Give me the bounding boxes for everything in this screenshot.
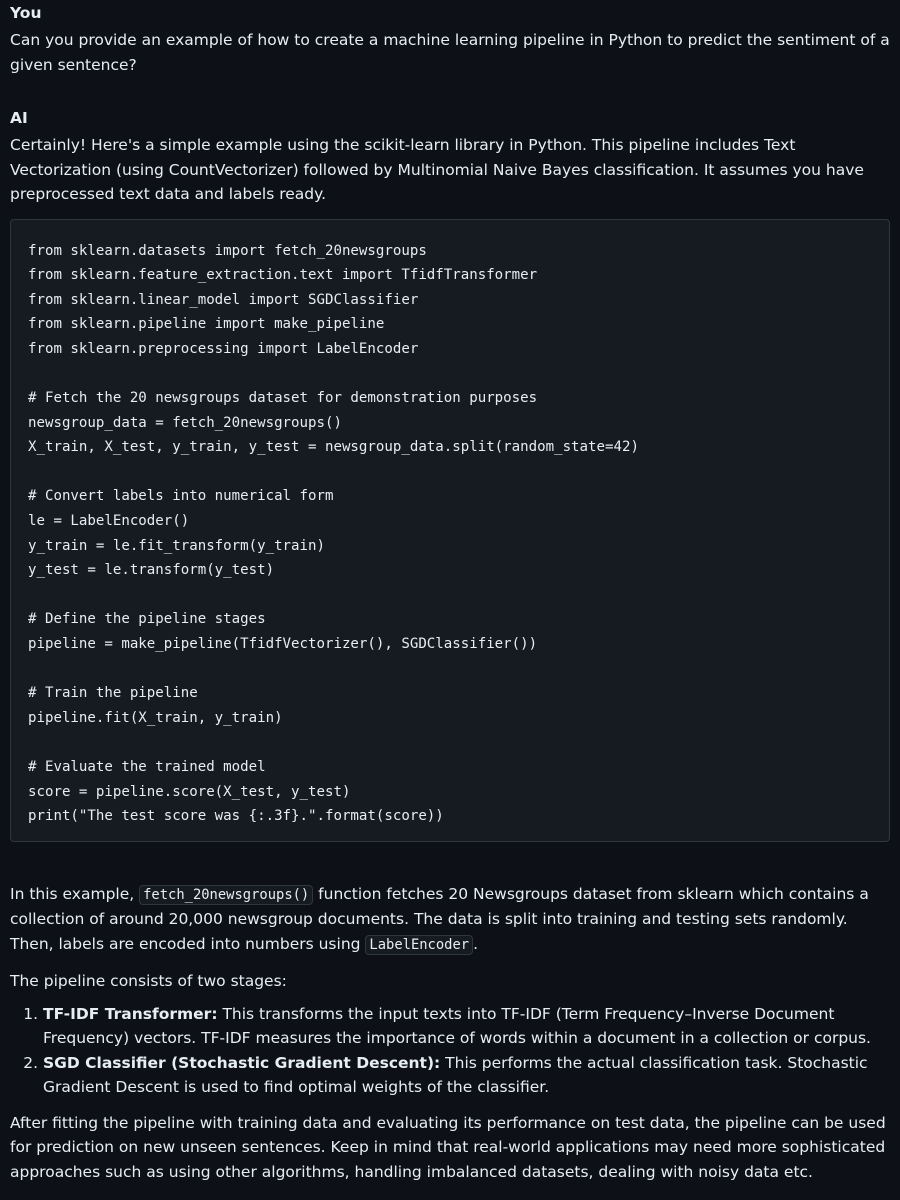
- assistant-explanation[interactable]: [10, 882, 890, 958]
- code-line: newsgroup_data = fetch_20newsgroups(): [28, 414, 342, 431]
- code-line: # Convert labels into numerical form: [28, 488, 334, 505]
- code-line: print("The test score was {:.3f}.".format(score)): [28, 808, 444, 825]
- code-line: # Evaluate the trained model: [28, 758, 266, 775]
- code-line: # Fetch the 20 newsgroups dataset for demonstration purposes: [28, 390, 538, 407]
- code-line: from sklearn.preprocessing import LabelEncoder: [28, 340, 419, 357]
- code-line: y_train = le.fit_transform(y_train): [28, 537, 325, 554]
- user-message[interactable]: Can you provide an example of how to create a machine learning pipeline in Python to predict the sentiment of a given sentence?: [10, 31, 890, 74]
- list-item[interactable]: [43, 1002, 890, 1051]
- stage-text: This transforms the input texts into TF-IDF (Term Frequency–Inverse Document Frequency) vectors. TF-IDF measures the importance of words within a document in a collection or corpus.: [43, 1004, 871, 1048]
- explanation-middle: function fetches 20 Newsgroups dataset from sklearn which contains a collection of around 20,000 newsgroup documents. The data is split into training and testing sets randomly. Then, labels are encoded into numbers using: [10, 884, 869, 953]
- code-line: # Train the pipeline: [28, 685, 198, 702]
- code-line: le = LabelEncoder(): [28, 513, 190, 530]
- code-line: from sklearn.pipeline import make_pipeline: [28, 316, 385, 333]
- explanation-prefix: In this example,: [10, 884, 140, 903]
- explanation-suffix: .: [473, 934, 479, 953]
- list-item[interactable]: [43, 1051, 890, 1100]
- stage-text: This performs the actual classification task. Stochastic Gradient Descent is used to find optimal weights of the classifier.: [43, 1053, 868, 1097]
- code-line: [28, 361, 872, 386]
- inline-code-labelencoder: LabelEncoder: [365, 935, 473, 955]
- code-line: # Define the pipeline stages: [28, 611, 266, 628]
- stage-title: SGD Classifier (Stochastic Gradient Descent):: [43, 1053, 441, 1072]
- code-line: pipeline = make_pipeline(TfidfVectorizer(), SGDClassifier()): [28, 636, 538, 652]
- code-line: pipeline.fit(X_train, y_train): [28, 709, 283, 726]
- code-line: [28, 730, 872, 755]
- inline-code-fetch: fetch_20newsgroups(): [139, 885, 313, 905]
- code-line: [28, 460, 872, 485]
- stage-title: TF-IDF Transformer:: [43, 1004, 218, 1023]
- assistant-intro[interactable]: Certainly! Here's a simple example using the scikit-learn library in Python. This pipeline includes Text Vectorization (using CountVectorizer) followed by Multinomial Naive Bayes classification. It assumes you have preprocessed text data and labels ready.: [10, 136, 864, 203]
- stages-intro[interactable]: The pipeline consists of two stages:: [10, 972, 287, 991]
- code-line: from sklearn.feature_extraction.text import TfidfTransformer: [28, 267, 538, 284]
- user-speaker-label: You: [10, 4, 42, 22]
- code-line: X_train, X_test, y_train, y_test = newsgroup_data.split(random_state=42): [28, 439, 639, 456]
- stages-list: [10, 1002, 890, 1100]
- assistant-closing[interactable]: After fitting the pipeline with training data and evaluating its performance on test data, the pipeline can be used for prediction on new unseen sentences. Keep in mind that real-world applications may need more sophisticated approaches such as using other algorithms, handling imbalanced datasets, dealing with noisy data etc.: [10, 1113, 886, 1181]
- code-line: y_test = le.transform(y_test): [28, 562, 275, 579]
- code-line: [28, 583, 872, 608]
- code-line: [28, 657, 872, 682]
- code-line: score = pipeline.score(X_test, y_test): [28, 783, 351, 800]
- code-line: from sklearn.linear_model import SGDClassifier: [28, 291, 419, 308]
- assistant-speaker-label: AI: [10, 109, 28, 127]
- code-block[interactable]: [10, 219, 890, 842]
- code-line: from sklearn.datasets import fetch_20newsgroups: [28, 242, 427, 259]
